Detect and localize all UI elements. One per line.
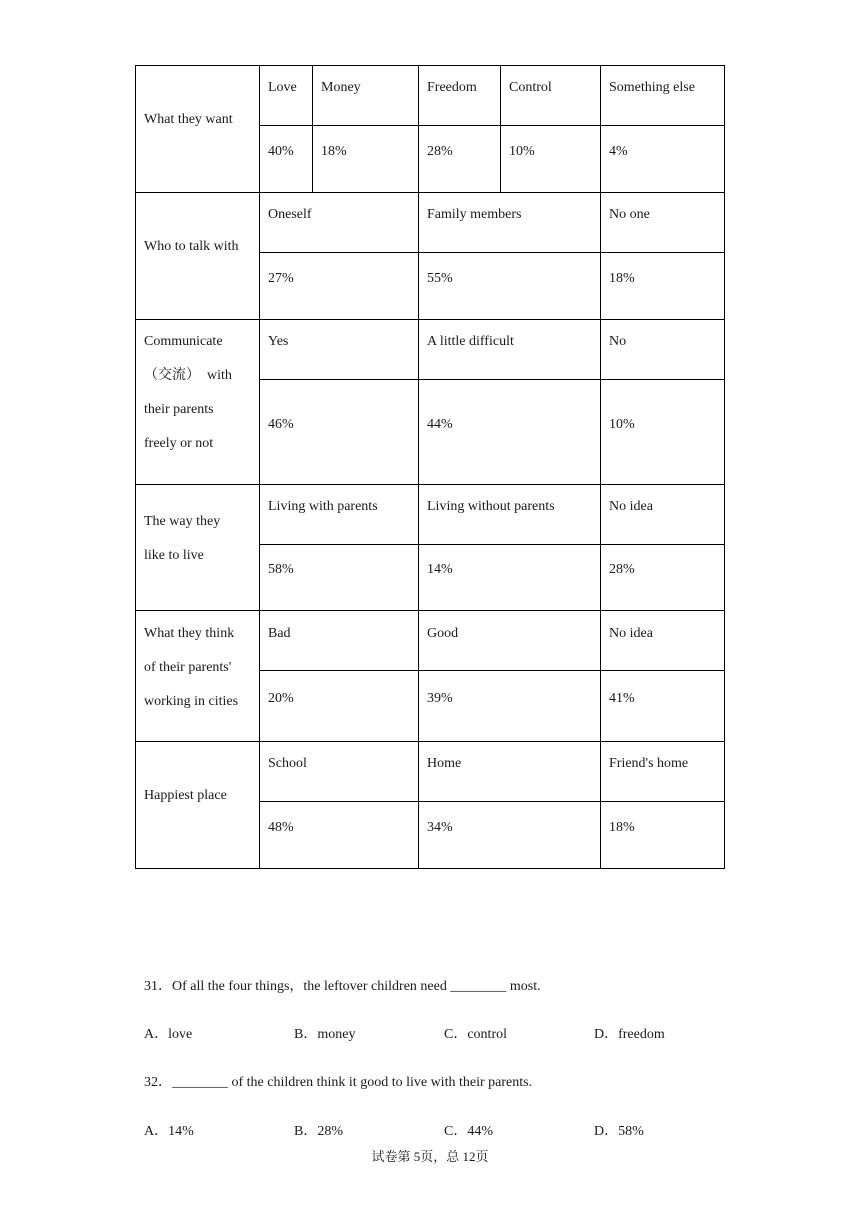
want-value-freedom: 28% xyxy=(427,144,453,159)
talk-header-family: Family members xyxy=(427,207,522,222)
think-header-no-idea: No idea xyxy=(609,626,653,641)
option-d[interactable]: D．freedom xyxy=(594,1027,665,1042)
option-c[interactable]: C．44% xyxy=(444,1124,493,1139)
talk-value-oneself: 27% xyxy=(268,271,294,286)
row-label-talk: Who to talk with xyxy=(144,239,239,254)
option-b[interactable]: B．28% xyxy=(294,1124,343,1139)
communicate-header-no: No xyxy=(609,334,627,349)
option-d[interactable]: D．58% xyxy=(594,1124,644,1139)
row-label-think-line3: working in cities xyxy=(144,694,239,709)
want-value-love: 40% xyxy=(268,144,294,159)
row-label-communicate-line3: their parents xyxy=(144,402,214,417)
option-b[interactable]: B．money xyxy=(294,1027,356,1042)
happiest-header-friends-home: Friend's home xyxy=(609,756,689,771)
communicate-value-no: 10% xyxy=(609,417,635,432)
row-label-think-line1: What they think xyxy=(144,626,235,641)
want-header-love: Love xyxy=(268,80,297,95)
communicate-value-little-difficult: 44% xyxy=(427,417,453,432)
happiest-value-friends-home: 18% xyxy=(609,820,635,835)
row-label-communicate-line1: Communicate xyxy=(144,334,223,349)
want-header-money: Money xyxy=(321,80,361,95)
live-header-with-parents: Living with parents xyxy=(268,499,378,514)
row-label-communicate-line2: （交流） with xyxy=(144,368,232,383)
talk-header-oneself: Oneself xyxy=(268,207,312,222)
want-header-control: Control xyxy=(509,80,552,95)
happiest-value-school: 48% xyxy=(268,820,294,835)
talk-value-no-one: 18% xyxy=(609,271,635,286)
think-header-good: Good xyxy=(427,626,459,641)
think-value-bad: 20% xyxy=(268,691,294,706)
row-label-communicate-line4: freely or not xyxy=(144,436,214,451)
option-a[interactable]: A．14% xyxy=(144,1124,194,1139)
happiest-header-home: Home xyxy=(427,756,462,771)
happiest-header-school: School xyxy=(268,756,307,771)
option-c[interactable]: C．control xyxy=(444,1027,507,1042)
want-header-freedom: Freedom xyxy=(427,80,477,95)
talk-value-family: 55% xyxy=(427,271,453,286)
row-label-think-line2: of their parents' xyxy=(144,660,232,675)
want-value-something-else: 4% xyxy=(609,144,628,159)
think-header-bad: Bad xyxy=(268,626,291,641)
think-value-good: 39% xyxy=(427,691,453,706)
row-label-want: What they want xyxy=(144,112,233,127)
think-value-no-idea: 41% xyxy=(609,691,635,706)
live-header-without-parents: Living without parents xyxy=(427,499,555,514)
want-value-money: 18% xyxy=(321,144,347,159)
communicate-header-yes: Yes xyxy=(268,334,289,349)
question-text: 32．________ of the children think it good to live with their parents. xyxy=(144,1075,533,1090)
option-a[interactable]: A．love xyxy=(144,1027,193,1042)
live-value-no-idea: 28% xyxy=(609,562,635,577)
question-text: 31．Of all the four things，the leftover children need ________ most. xyxy=(144,979,541,994)
want-header-something-else: Something else xyxy=(609,80,695,95)
live-value-with-parents: 58% xyxy=(268,562,294,577)
talk-header-no-one: No one xyxy=(609,207,650,222)
row-label-happiest: Happiest place xyxy=(144,788,227,803)
live-header-no-idea: No idea xyxy=(609,499,653,514)
happiest-value-home: 34% xyxy=(427,820,453,835)
page-footer: 试卷第 5页，总 12页 xyxy=(371,1149,489,1164)
communicate-value-yes: 46% xyxy=(268,417,294,432)
row-label-live-line2: like to live xyxy=(144,548,204,563)
live-value-without-parents: 14% xyxy=(427,562,453,577)
row-label-live-line1: The way they xyxy=(144,514,221,529)
communicate-header-little-difficult: A little difficult xyxy=(427,334,514,349)
want-value-control: 10% xyxy=(509,144,535,159)
